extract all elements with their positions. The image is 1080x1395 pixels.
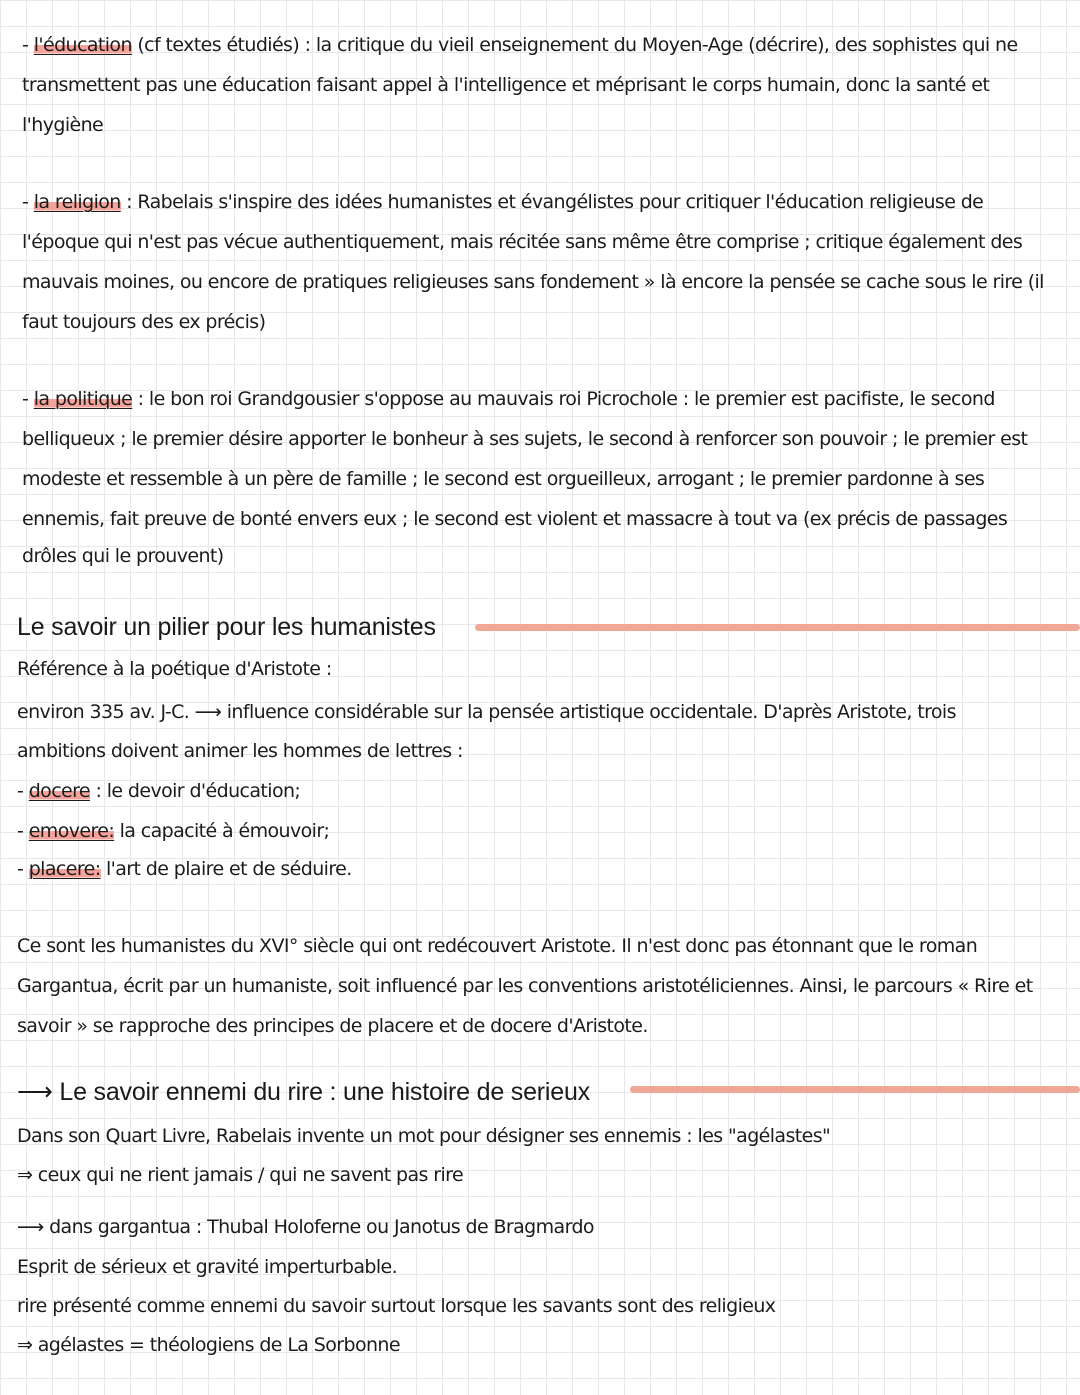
- agelastes-line-1: Dans son Quart Livre, Rabelais invente un mot pour désigner ses ennemis : les "agélastes": [17, 1125, 831, 1147]
- religion-line-2: l'époque qui n'est pas vécue authentiquement, mais récitée sans même être comprise ; critique également des: [22, 231, 1023, 253]
- term-docere: docere: [28, 780, 91, 802]
- humanistes-line-2: Gargantua, écrit par un humaniste, soit influencé par les conventions aristotéliciennes. Ainsi, le parcours « Rire et: [17, 975, 1033, 997]
- term-politique: la politique: [33, 388, 133, 410]
- education-line-1: - l'éducation (cf textes étudiés) : la critique du vieil enseignement du Moyen-Age (décrire), des sophistes qui ne: [22, 34, 1018, 56]
- humanistes-line-1: Ce sont les humanistes du XVI° siècle qui ont redécouvert Aristote. Il n'est donc pas étonnant que le roman: [17, 935, 978, 957]
- education-line-3: l'hygiène: [22, 114, 104, 136]
- religion-line-1: - la religion : Rabelais s'inspire des idées humanistes et évangélistes pour critiquer l'éducation religieuse de: [22, 191, 984, 213]
- politique-line-1: - la politique : le bon roi Grandgousier s'oppose au mauvais roi Picrochole : le premier est pacifiste, le second: [22, 388, 995, 410]
- education-line-2: transmettent pas une éducation faisant appel à l'intelligence et méprisant le corps humain, donc la santé et: [22, 74, 990, 96]
- agelastes-line-5: rire présenté comme ennemi du savoir surtout lorsque les savants sont des religieux: [17, 1295, 776, 1317]
- politique-line-4: ennemis, fait preuve de bonté envers eux ; le second est violent et massacre à tout va (ex précis de passages: [22, 508, 1008, 530]
- term-religion: la religion: [33, 191, 121, 213]
- aristote-line-1: environ 335 av. J-C. ⟶ influence considérable sur la pensée artistique occidentale. D'après Aristote, trois: [17, 701, 956, 723]
- religion-line-4: faut toujours des ex précis): [22, 311, 266, 333]
- politique-line-2: belliqueux ; le premier désire apporter le bonheur à ses sujets, le second à renforcer son pouvoir ; le premier est: [22, 428, 1028, 450]
- agelastes-line-4: Esprit de sérieux et gravité imperturbable.: [17, 1256, 398, 1278]
- agelastes-line-6: ⇒ agélastes = théologiens de La Sorbonne: [17, 1334, 400, 1356]
- arrow-icon: ⟶: [17, 1078, 60, 1106]
- term-placere: placere:: [28, 858, 101, 880]
- ambition-emovere: - emovere: la capacité à émouvoir;: [17, 820, 330, 842]
- term-education: l'éducation: [33, 34, 132, 56]
- aristote-line-2: ambitions doivent animer les hommes de lettres :: [17, 740, 463, 762]
- section-title-savoir-ennemi: ⟶ Le savoir ennemi du rire : une histoire de serieux: [17, 1078, 590, 1106]
- religion-line-3: mauvais moines, ou encore de pratiques religieuses sans fondement » là encore la pensée se cache sous le rire (il: [22, 271, 1044, 293]
- ambition-placere: - placere: l'art de plaire et de séduire.: [17, 858, 352, 880]
- heading-underline-bar-2: [630, 1086, 1080, 1093]
- politique-line-3: modeste et ressemble à un père de famille ; le second est orgueilleux, arrogant ; le premier pardonne à ses: [22, 468, 985, 490]
- heading-underline-bar: [475, 624, 1080, 631]
- politique-line-5: drôles qui le prouvent): [22, 545, 224, 567]
- humanistes-line-3: savoir » se rapproche des principes de placere et de docere d'Aristote.: [17, 1015, 648, 1037]
- section-title-savoir-pilier: Le savoir un pilier pour les humanistes: [17, 613, 436, 641]
- ambition-docere: - docere : le devoir d'éducation;: [17, 780, 301, 802]
- agelastes-line-3: ⟶ dans gargantua : Thubal Holoferne ou Janotus de Bragmardo: [17, 1216, 594, 1238]
- aristote-reference: Référence à la poétique d'Aristote :: [17, 658, 332, 680]
- agelastes-line-2: ⇒ ceux qui ne rient jamais / qui ne savent pas rire: [17, 1164, 464, 1186]
- term-emovere: emovere:: [28, 820, 115, 842]
